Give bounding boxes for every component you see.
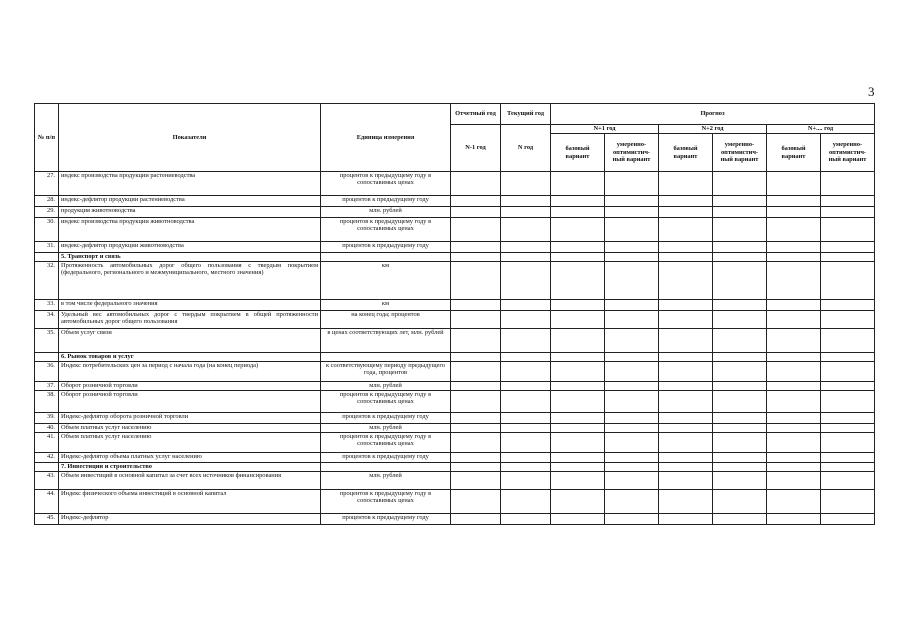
value-cell [451,196,501,207]
value-cell [821,207,875,218]
value-cell [551,172,605,196]
value-cell [551,490,605,514]
table-row [35,242,875,253]
value-cell [659,300,713,311]
value-cell [551,413,605,424]
value-cell [605,453,659,463]
header-moderate-2: умеренно-оптимистич-ный вариант [713,134,767,172]
header-forecast: Прогноз [551,104,875,125]
row-unit: процентов к предыдущему году в сопоставимых ценах [321,172,451,196]
header-moderate-1: умеренно-оптимистич-ный вариант [605,134,659,172]
table-row [35,453,875,463]
value-cell [821,300,875,311]
value-cell [451,329,501,353]
header-num: № п/п [35,104,59,172]
value-cell [551,311,605,329]
value-cell [605,424,659,433]
value-cell [713,463,767,472]
value-cell [713,453,767,463]
row-number: 27. [35,172,59,196]
value-cell [659,490,713,514]
row-number: 28. [35,196,59,207]
table-row [35,362,875,382]
value-cell [821,329,875,353]
value-cell [451,172,501,196]
value-cell [605,362,659,382]
value-cell [605,329,659,353]
value-cell [551,514,605,525]
value-cell [605,433,659,453]
value-cell [551,424,605,433]
value-cell [605,253,659,262]
value-cell [551,391,605,413]
value-cell [501,242,551,253]
value-cell [659,218,713,242]
value-cell [767,218,821,242]
row-indicator: Индекс-дефлятор объема платных услуг населению [59,453,321,463]
value-cell [821,218,875,242]
header-n-plus-2: N+2 год [659,125,767,134]
header-unit: Единица измерения [321,104,451,172]
row-indicator: 5. Транспорт и связь [59,253,321,262]
value-cell [501,463,551,472]
section-row [35,463,875,472]
row-number: 32. [35,262,59,300]
value-cell [501,353,551,362]
value-cell [551,196,605,207]
value-cell [659,207,713,218]
row-unit: процентов к предыдущему году [321,196,451,207]
row-indicator: Удельный вес автомобильных дорог с твердым покрытием в общей протяженности автомобильных дорог общего пользования [59,311,321,329]
row-indicator: Оборот розничной торговли [59,391,321,413]
value-cell [501,391,551,413]
value-cell [767,242,821,253]
value-cell [821,514,875,525]
value-cell [713,391,767,413]
value-cell [821,391,875,413]
header-base-3: базовый вариант [767,134,821,172]
value-cell [713,329,767,353]
row-number: 34. [35,311,59,329]
row-unit [321,463,451,472]
row-number: 40. [35,424,59,433]
value-cell [821,424,875,433]
value-cell [659,172,713,196]
row-number: 43. [35,472,59,490]
table-row [35,196,875,207]
row-indicator: индекс производства продукции животноводства [59,218,321,242]
value-cell [605,514,659,525]
value-cell [605,463,659,472]
value-cell [713,172,767,196]
row-indicator: Индекс-дефлятор [59,514,321,525]
value-cell [551,253,605,262]
value-cell [821,311,875,329]
value-cell [451,413,501,424]
row-unit: млн. рублей [321,472,451,490]
value-cell [451,353,501,362]
row-indicator: индекс производства продукции растениеводства [59,172,321,196]
table-row [35,424,875,433]
value-cell [501,262,551,300]
row-unit: процентов к предыдущему году в сопоставимых ценах [321,490,451,514]
value-cell [451,463,501,472]
value-cell [821,353,875,362]
value-cell [821,262,875,300]
header-n-plus-dots: N+.... год [767,125,875,134]
value-cell [605,242,659,253]
value-cell [551,463,605,472]
table-row [35,514,875,525]
value-cell [767,382,821,391]
row-number: 41. [35,433,59,453]
value-cell [713,514,767,525]
value-cell [501,329,551,353]
row-unit: млн. рублей [321,424,451,433]
table-row [35,490,875,514]
value-cell [713,362,767,382]
value-cell [451,472,501,490]
value-cell [713,353,767,362]
row-unit [321,253,451,262]
value-cell [767,453,821,463]
row-indicator: Протяженность автомобильных дорог общего пользования с твердым покрытием (федерального, регионального и межмуниципального, местного значения) [59,262,321,300]
row-unit: процентов к предыдущему году в сопоставимых ценах [321,433,451,453]
row-number: 37. [35,382,59,391]
value-cell [605,311,659,329]
row-indicator: индекс-дефлятор продукции животноводства [59,242,321,253]
value-cell [551,362,605,382]
row-indicator: в том числе федерального значения [59,300,321,311]
table-row [35,218,875,242]
value-cell [605,413,659,424]
header-n-year: N год [501,125,551,172]
section-row [35,353,875,362]
value-cell [451,490,501,514]
row-unit: в ценах соответствующих лет, млн. рублей [321,329,451,353]
value-cell [659,382,713,391]
row-unit: на конец года; процентов [321,311,451,329]
header-n-minus-1: N-1 год [451,125,501,172]
table-row [35,207,875,218]
value-cell [767,362,821,382]
table-row [35,262,875,300]
value-cell [659,413,713,424]
value-cell [767,490,821,514]
value-cell [767,196,821,207]
table-row [35,329,875,353]
value-cell [767,424,821,433]
row-indicator: 6. Рынок товаров и услуг [59,353,321,362]
value-cell [821,463,875,472]
row-indicator: индекс-дефлятор продукции растениеводства [59,196,321,207]
value-cell [451,382,501,391]
table-row [35,172,875,196]
value-cell [713,472,767,490]
row-number: 45. [35,514,59,525]
value-cell [501,433,551,453]
value-cell [659,253,713,262]
value-cell [713,311,767,329]
value-cell [767,463,821,472]
value-cell [501,253,551,262]
value-cell [821,472,875,490]
value-cell [659,472,713,490]
value-cell [605,472,659,490]
row-unit [321,353,451,362]
value-cell [451,242,501,253]
row-indicator: Индекс физического объема инвестиций в основной капитал [59,490,321,514]
value-cell [451,253,501,262]
table-row [35,433,875,453]
value-cell [501,300,551,311]
value-cell [767,433,821,453]
row-unit: процентов к предыдущему году в сопоставимых ценах [321,391,451,413]
value-cell [821,413,875,424]
value-cell [821,490,875,514]
value-cell [605,207,659,218]
value-cell [713,242,767,253]
value-cell [451,218,501,242]
value-cell [605,172,659,196]
value-cell [605,300,659,311]
value-cell [821,362,875,382]
row-indicator: Оборот розничной торговли [59,382,321,391]
row-indicator: Индекс-дефлятор оборота розничной торговли [59,413,321,424]
value-cell [451,514,501,525]
table-row [35,300,875,311]
header-moderate-3: умеренно-оптимистич-ный вариант [821,134,875,172]
value-cell [659,391,713,413]
row-number: 35. [35,329,59,353]
row-indicator: продукция животноводства [59,207,321,218]
row-number: 36. [35,362,59,382]
table-row [35,382,875,391]
value-cell [451,433,501,453]
row-number: 39. [35,413,59,424]
value-cell [767,253,821,262]
value-cell [659,262,713,300]
value-cell [451,262,501,300]
value-cell [821,242,875,253]
value-cell [767,311,821,329]
value-cell [451,391,501,413]
value-cell [605,196,659,207]
value-cell [767,413,821,424]
value-cell [451,424,501,433]
row-indicator: Объем услуг связи [59,329,321,353]
row-unit: процентов к предыдущему году [321,413,451,424]
row-number: 38. [35,391,59,413]
row-unit: км [321,262,451,300]
page-number: 3 [868,84,875,99]
row-number: 30. [35,218,59,242]
value-cell [451,453,501,463]
value-cell [713,207,767,218]
row-unit: млн. рублей [321,382,451,391]
value-cell [659,463,713,472]
header-indicator: Показатели [59,104,321,172]
table-row [35,391,875,413]
value-cell [659,242,713,253]
value-cell [767,353,821,362]
header-reporting-year: Отчетный год [451,104,501,125]
value-cell [713,253,767,262]
value-cell [551,433,605,453]
value-cell [551,353,605,362]
value-cell [501,453,551,463]
row-number: 42. [35,453,59,463]
section-row [35,253,875,262]
value-cell [551,382,605,391]
value-cell [767,207,821,218]
value-cell [659,329,713,353]
value-cell [451,311,501,329]
table-row [35,472,875,490]
value-cell [605,391,659,413]
row-unit: км [321,300,451,311]
value-cell [501,207,551,218]
value-cell [659,514,713,525]
row-number: 29. [35,207,59,218]
value-cell [501,424,551,433]
value-cell [821,433,875,453]
value-cell [451,207,501,218]
row-unit: процентов к предыдущему году [321,514,451,525]
header-n-plus-1: N+1 год [551,125,659,134]
value-cell [605,353,659,362]
value-cell [659,196,713,207]
value-cell [501,514,551,525]
value-cell [821,253,875,262]
value-cell [501,196,551,207]
value-cell [551,329,605,353]
value-cell [551,218,605,242]
header-base-1: базовый вариант [551,134,605,172]
value-cell [767,329,821,353]
value-cell [713,382,767,391]
value-cell [605,382,659,391]
value-cell [501,172,551,196]
value-cell [767,514,821,525]
value-cell [501,218,551,242]
row-number: 44. [35,490,59,514]
row-number: 31. [35,242,59,253]
value-cell [659,353,713,362]
value-cell [713,300,767,311]
value-cell [551,300,605,311]
value-cell [451,300,501,311]
value-cell [659,311,713,329]
value-cell [551,207,605,218]
value-cell [767,300,821,311]
value-cell [821,382,875,391]
value-cell [713,490,767,514]
table-row [35,311,875,329]
row-unit: процентов к предыдущему году в сопоставимых ценах [321,218,451,242]
value-cell [501,490,551,514]
value-cell [659,362,713,382]
row-indicator: Индекс потребительских цен за период с начала года (на конец периода) [59,362,321,382]
value-cell [451,362,501,382]
value-cell [605,218,659,242]
row-unit: процентов к предыдущему году [321,242,451,253]
value-cell [659,433,713,453]
row-unit: к соответствующему периоду предыдущего года, процентов [321,362,451,382]
value-cell [767,391,821,413]
row-indicator: Объем платных услуг населению [59,424,321,433]
value-cell [501,362,551,382]
value-cell [501,311,551,329]
value-cell [713,218,767,242]
value-cell [767,172,821,196]
value-cell [551,262,605,300]
row-number [35,463,59,472]
table-row [35,413,875,424]
row-number: 33. [35,300,59,311]
value-cell [767,262,821,300]
row-unit: млн. рублей [321,207,451,218]
value-cell [605,490,659,514]
row-number [35,253,59,262]
value-cell [713,262,767,300]
value-cell [713,424,767,433]
value-cell [551,453,605,463]
value-cell [821,196,875,207]
value-cell [767,472,821,490]
table-body [35,172,875,525]
value-cell [659,453,713,463]
value-cell [605,262,659,300]
header-current-year: Текущий год [501,104,551,125]
value-cell [659,424,713,433]
value-cell [501,472,551,490]
row-indicator: Объем инвестиций в основной капитал за счет всех источников финансирования [59,472,321,490]
value-cell [501,413,551,424]
value-cell [821,172,875,196]
value-cell [551,472,605,490]
row-number [35,353,59,362]
indicators-table [34,103,875,525]
value-cell [501,382,551,391]
header-base-2: базовый вариант [659,134,713,172]
row-indicator: Объем платных услуг населению [59,433,321,453]
value-cell [551,242,605,253]
value-cell [713,413,767,424]
value-cell [713,433,767,453]
value-cell [821,453,875,463]
value-cell [713,196,767,207]
row-indicator: 7. Инвестиции и строительство [59,463,321,472]
row-unit: процентов к предыдущему году [321,453,451,463]
